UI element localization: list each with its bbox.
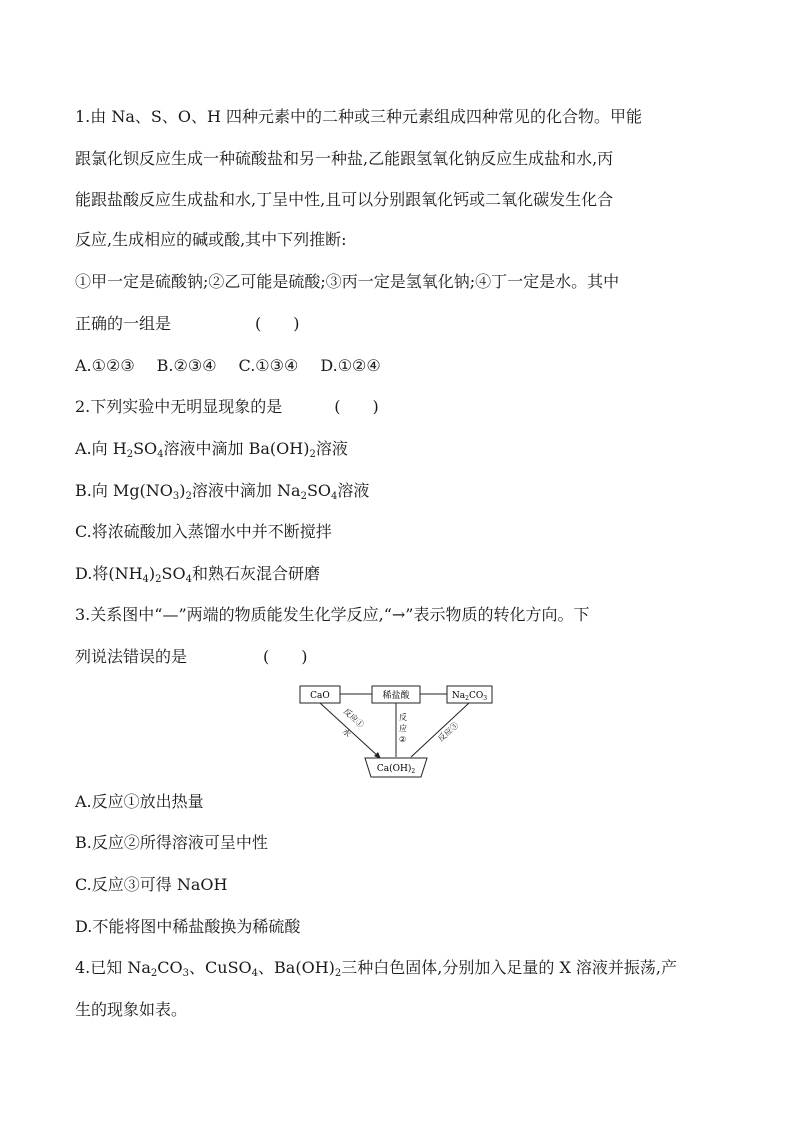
q3-stem-end: 列说法错误的是 bbox=[75, 647, 188, 666]
q4-text-1: 4.已知 Na bbox=[75, 958, 151, 977]
q1-stem-end: 正确的一组是 bbox=[75, 314, 172, 333]
q2-b-sub-1: 3 bbox=[172, 491, 180, 502]
q2-a-text-2: SO bbox=[133, 439, 158, 458]
q3-option-d: D.不能将图中稀盐酸换为稀硫酸 bbox=[75, 917, 301, 936]
q2-option-b bbox=[75, 481, 369, 501]
q2-d-sub-3: 4 bbox=[185, 574, 192, 585]
q2-stem bbox=[75, 397, 379, 417]
link-na2co3-caoh2 bbox=[411, 703, 469, 757]
q1-line-4: 反应,生成相应的碱或酸,其中下列推断: bbox=[75, 230, 347, 249]
q2-b-sub-4: 4 bbox=[331, 491, 338, 502]
reaction-3-label: 反应③ bbox=[436, 720, 461, 744]
water-label: 水 bbox=[340, 726, 353, 739]
q4-text-4: 、Ba(OH) bbox=[258, 958, 335, 977]
q2-option-c: C.将浓硫酸加入蒸馏水中并不断搅拌 bbox=[75, 522, 332, 541]
q1-line-6 bbox=[75, 314, 300, 334]
hcl-label: 稀盐酸 bbox=[382, 691, 410, 701]
q4-sub-2: 3 bbox=[182, 968, 190, 979]
q2-a-sub-2: 4 bbox=[157, 449, 164, 460]
q2-d-sub-1: 4 bbox=[142, 574, 149, 585]
q2-b-text-5: 溶液 bbox=[337, 481, 370, 500]
caoh2-label: $Ca(OH)_2$ bbox=[376, 764, 416, 775]
q4-text-3: 、CuSO bbox=[189, 958, 252, 977]
q2-d-sub-2: 2 bbox=[155, 574, 162, 585]
q3-option-b: B.反应②所得溶液可呈中性 bbox=[75, 833, 268, 852]
q2-b-text-1: B.向 Mg(NO bbox=[75, 481, 173, 500]
q2-b-sub-3: 2 bbox=[300, 491, 307, 502]
reaction-2-label-a: 反 bbox=[399, 713, 407, 722]
q1-line-1: 1.由 Na、S、O、H 四种元素中的二种或三种元素组成四种常见的化合物。甲能 bbox=[75, 107, 643, 126]
q1-options bbox=[75, 356, 403, 376]
reaction-2-label-b: 应 bbox=[399, 724, 407, 733]
q2-answer-paren: ( ) bbox=[334, 397, 379, 416]
q4-text-5: 三种白色固体,分别加入足量的 X 溶液并振荡,产 bbox=[341, 958, 678, 977]
q4-sub-4: 2 bbox=[334, 968, 342, 979]
q3-option-a: A.反应①放出热量 bbox=[75, 792, 204, 811]
q3-line-1: 3.关系图中“—”两端的物质能发生化学反应,“→”表示物质的转化方向。下 bbox=[75, 605, 590, 624]
q4-line-2: 生的现象如表。 bbox=[75, 1000, 188, 1019]
q1-answer-paren: ( ) bbox=[255, 314, 300, 333]
q2-a-text-4: 溶液 bbox=[315, 439, 348, 458]
q2-a-sub-3: 2 bbox=[309, 449, 316, 460]
q3-line-2 bbox=[75, 647, 308, 667]
q4-text-2: CO bbox=[157, 958, 183, 977]
q2-option-a bbox=[75, 439, 348, 459]
q3-relation-diagram bbox=[295, 682, 500, 782]
q2-a-text-3: 溶液中滴加 Ba(OH) bbox=[163, 439, 310, 458]
reaction-2-label-c: ② bbox=[399, 735, 407, 744]
q2-b-sub-2: 2 bbox=[185, 491, 192, 502]
q1-line-2: 跟氯化钡反应生成一种硫酸盐和另一种盐,乙能跟氢氧化钠反应生成盐和水,丙 bbox=[75, 149, 614, 168]
q1-line-5: ①甲一定是硫酸钠;②乙可能是硫酸;③丙一定是氢氧化钠;④丁一定是水。其中 bbox=[75, 272, 620, 291]
q2-b-text-4: SO bbox=[306, 481, 332, 500]
reaction-1-label: 反应① bbox=[341, 706, 366, 730]
q1-option-a: A.①②③ bbox=[75, 356, 135, 375]
q2-a-text-1: A.向 H bbox=[75, 439, 127, 458]
cao-label: CaO bbox=[310, 691, 330, 701]
q1-option-b: B.②③④ bbox=[156, 356, 217, 375]
q2-a-sub-1: 2 bbox=[126, 449, 134, 460]
q2-b-text-2: ) bbox=[179, 481, 186, 500]
q3-answer-paren: ( ) bbox=[263, 647, 308, 666]
q4-sub-1: 2 bbox=[150, 968, 158, 979]
q1-option-d: D.①②④ bbox=[320, 356, 381, 375]
q2-d-text-2: ) bbox=[148, 564, 156, 583]
q4-line-1 bbox=[75, 958, 677, 978]
q2-stem-text: 2.下列实验中无明显现象的是 bbox=[75, 397, 283, 416]
q2-d-text-3: SO bbox=[161, 564, 186, 583]
q2-b-text-3: 溶液中滴加 Na bbox=[191, 481, 301, 500]
q2-d-text-4: 和熟石灰混合研磨 bbox=[192, 564, 321, 583]
q2-option-d bbox=[75, 564, 320, 584]
q4-sub-3: 4 bbox=[251, 968, 259, 979]
q2-d-text-1: D.将(NH bbox=[75, 564, 143, 583]
q1-option-c: C.①③④ bbox=[238, 356, 299, 375]
q1-line-3: 能跟盐酸反应生成盐和水,丁呈中性,且可以分别跟氧化钙或二氧化碳发生化合 bbox=[75, 190, 614, 209]
na2co3-label: $Na_2CO_3$ bbox=[451, 691, 488, 702]
q3-option-c: C.反应③可得 NaOH bbox=[75, 875, 228, 894]
